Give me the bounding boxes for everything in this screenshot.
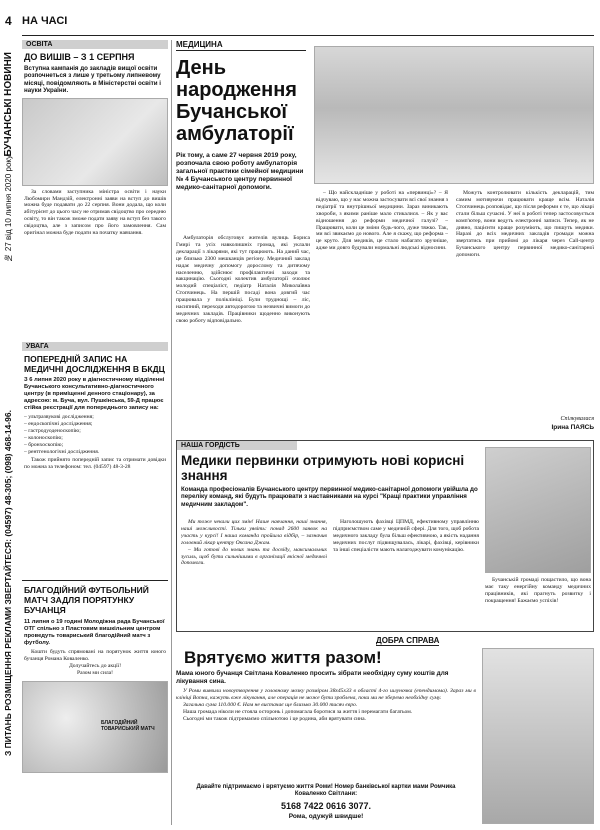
- medicine-lead: Рік тому, а саме 27 червня 2019 року, розпочала свою роботу амбулаторія загальної практики сімейної медицини № 4 Бучанського центру первинної медико-санітарної допомоги.: [176, 152, 304, 191]
- help-body3: Сьогодні ми також підтримаємо спільнотою і це родина, аби врятувати сина.: [183, 715, 366, 722]
- section-header: НА ЧАСІ: [22, 15, 68, 27]
- medicine-photo: [314, 46, 594, 184]
- uvaga-items: [24, 414, 166, 471]
- osvita-block: [22, 40, 168, 338]
- osvita-body: За словами заступника міністра освіти і науки Любомири Мандзій, електронні заяви на вступ до вишів можна буде подавати до 22 серпня. Вони додала, що коли абітурієнт до цього часу не отримав свідоцтво про середню освіту, то він також зможе подати заяву на вступ без такого свідоцтва, але з записом про його замовлення. Сам оригінал можна буде подати на початку навчання.: [24, 188, 166, 237]
- ad-hotline: З ПИТАНЬ РОЗМІЩЕННЯ РЕКЛАМИ ЗВЕРТАЙТЕСЯ: (04597) 48-305; (098) 468-14-96.: [3, 410, 13, 757]
- column-rule: [171, 40, 172, 825]
- uvaga-title: ПОПЕРЕДНІЙ ЗАПИС НА МЕДИЧНІ ДОСЛІДЖЕННЯ В БКДЦ: [24, 354, 165, 374]
- medicine-title: День народження Бучанської амбулаторії: [176, 57, 297, 145]
- osvita-lead: Вступна кампанія до закладів вищої освіти розпочнеться з лише у третьому липневому місяці, повідомляють в Міністерстві освіти і науки України.: [24, 65, 161, 95]
- issue-date: № 27 від 10 липня 2020 року: [4, 155, 13, 263]
- header-rule: [22, 35, 594, 36]
- medicine-author-label: Спілкувалася: [560, 416, 594, 422]
- help-body: У Роми виявили новоутворення у головному мозку розміром 38x45x33 в області 4-го шлуночка (епендимома). Зараз ми в клініці Вопна, кажуть вже лікування, але операція не може бути зроблена, поки ми не зберемо необхідну суму. Загальна сума 110.000 €. Нам не вистачає ще близько 30.000 тисяч євро. Наша громада ніколи не стояла осторонь і допомагала боротися за життя і перемагати багатьом. Сьогодні ми також підтримаємо спільнотою і це родина, аби врятувати сина.: [176, 688, 476, 722]
- gordist-section: НАША ГОРДІСТЬ: [177, 441, 297, 450]
- football-block: [22, 580, 168, 825]
- gordist-body1: – Ми готові до нових знань та досвіду, максимальних зусиль, щоб бути сильнішими в організації якісної медичної допомоги.: [181, 546, 327, 567]
- osvita-photo: [22, 98, 168, 186]
- osvita-title: ДО ВИШІВ – З 1 СЕРПНЯ: [24, 52, 135, 62]
- help-thanks: Рома, одужуй швидше!: [288, 813, 364, 820]
- medicine-section: МЕДИЦИНА: [176, 40, 306, 51]
- uvaga-section: УВАГА: [22, 342, 168, 351]
- uvaga-item: – рентгенологічні дослідження.: [24, 448, 100, 455]
- uvaga-item: – бронхоскопію;: [24, 441, 64, 448]
- help-card-label: Давайте підтримаємо і врятуємо життя Роми! Номер банківської картки мами Ромчика Коваленко Світлани:: [196, 784, 456, 798]
- help-body2: Наша громада ніколи не стояла осторонь і допомагала боротися за життя і перемагати багатьом.: [183, 708, 413, 715]
- football-call2: Разом ми сила!: [77, 669, 113, 676]
- uvaga-item: – ультразвукові дослідження;: [24, 414, 94, 420]
- football-body: Кошти будуть спрямовані на порятунок життя юного бучанця Романа Коваленко. Долучайтесь до акції! Разом ми сила!: [24, 649, 166, 676]
- medicine-col2: – Що найскладніше у роботі на «первинці»? – Я відчуваю, що у нас можна застосувати всі свої знання з педіатрії та внутрішньої медицини. Зараз виникають хвороби, з якими раніше мало стикалися. – Як у вас відношення до реформи медичної галузі? – Працювати, коли це зміни будь-чого, дуже тяжко. Так, ми всі звикаємо до нового. Але я скажу, що реформа – це круто. Для медиків, це стало набагато зручніше, адже ми довго будували нормальні людські відносини.: [316, 190, 448, 252]
- uvaga-lead: З 6 липня 2020 року в діагностичному відділенні Бучанського консультативно-діагностичного центру (в приміщенні денного стаціонару), за адресою: м. Буча, вул. Пушкінська, 59-Д працює стійка реєстрації для попереднього запису на:: [24, 377, 165, 411]
- football-poster: [22, 681, 168, 773]
- gordist-lead: Команда професіоналів Бучанського центру первинної медико-санітарної допомоги увійшла до переліку команд, які будуть працювати з наставниками на курсі "Кращі практики управління медичним закладом".: [181, 486, 478, 508]
- uvaga-item: – гастродуоденоскопію;: [24, 427, 81, 434]
- gordist-body2: Наголошують фахівці ЦПМД, ефективному управлінню підприємством саме у медичній сфері. Для того, щоб робота медичного закладу була більш ефективною, а якість надання медичних послуг підвищувалась, лікарі, фахівці, керівники та інші спеціалісти мають налагоджувати комунікацію.: [333, 519, 479, 553]
- uvaga-footer: Також прийнято попередній запис та отримати довідки по можна за телефоном: тел. (04597) 48-3-28: [24, 457, 166, 471]
- help-block: [176, 636, 594, 826]
- uvaga-item: – ендоскопічні дослідження;: [24, 420, 93, 427]
- medicine-col1: Амбулаторія обслуговує жителів вулиць Борисa Гмирі та усіх навколишніх громад, які уклали декларації з лікарями, які тут працюють. На даний час, це близько 2300 мешканців регіону. Медичний заклад надає медичну допомогу дорослому та дитячому населенню, здійснює профілактичні заходи та вакцинацію. Сьогодні колектив амбулаторії очолює молодий спеціаліст, педіатр Наталія Миколаївна Стопчинець. На першій посаді вона довгий час працювала у поліклініці. Були труднощі – ліс, насипний, переходи автодорогою та незвичні вимоги до медичних закладів. Працівники щоденно виконують свою роботу відповідально.: [176, 235, 310, 324]
- medicine-col3: Можуть контролювати кількість декларацій, тим самим мотивуючи працювати краще всім. Наталія Стопчинець розповідає, що після реформи є те, що лікарі стали більш сучасні. У неї в роботі тепер застосовується комп'ютер, вони ведуть електронні записи. Тепер, як не дивно, пацієнти краще розуміють, що пишуть медики. Наразі до всіх медичних закладів громади можна звертатись при прийомі до лікаря через Call-центр Бучанського центру первинної медико-санітарної допомоги.: [456, 190, 594, 259]
- gordist-body3: Бучанській громаді пощастило, що вона має таку енергійну команду медичних працівників, які прагнуть розвитку і покращення! Бажаємо успіхів!: [485, 577, 591, 604]
- football-lead: 11 липня о 19 годині Молодіжна рада Бучанської ОТГ спільно з Пластовим вишкільним центром проведуть товариський благодійний матч з футболу.: [24, 619, 165, 646]
- uvaga-item: – колоноскопію;: [24, 434, 63, 441]
- football-call: Долучайтесь до акції!: [68, 662, 122, 669]
- help-title: Врятуємо життя разом!: [184, 648, 382, 667]
- medicine-block: [176, 40, 594, 436]
- help-section: ДОБРА СПРАВА: [376, 636, 440, 645]
- help-card: 5168 7422 0616 3077.: [280, 801, 372, 811]
- gordist-quote: Ми тоже чекали цих змін! Наше навчання, наші знання, наші можливості. Тільки уявіть: понад 2600 заявок на участь у курсі! І наша команда пройшла відбір, – зазначив головний лікар центру Оксана Джам. – Ми готові до нових знань та досвіду, максимальних зусиль, щоб бути сильнішими в організації якісної медичної допомоги.: [181, 519, 327, 567]
- gordist-block: [176, 440, 594, 632]
- vertical-strip: [2, 40, 17, 825]
- page-number: 4: [5, 14, 12, 28]
- osvita-section: ОСВІТА: [22, 40, 168, 49]
- help-sum: Загальна сума 110.000 €. Нам не вистачає ще близько 30.000 тисяч євро.: [183, 701, 358, 708]
- paper-name: БУЧАНСЬКІ НОВИНИ: [3, 52, 14, 157]
- gordist-photo: [485, 447, 591, 573]
- poster-text: БЛАГОДІЙНИЙ ТОВАРИСЬКИЙ МАТЧ: [101, 719, 155, 732]
- help-photo: [482, 648, 594, 824]
- medicine-author: Ірина ПАЯСЬ: [551, 424, 594, 431]
- help-lead: Мама юного бучанця Світлана Коваленко просить зібрати необхідну суму коштів для лікування сина.: [176, 670, 449, 685]
- football-title: БЛАГОДІЙНИЙ ФУТБОЛЬНИЙ МАТЧ ЗАДЛЯ ПОРЯТУНКУ БУЧАНЦЯ: [24, 585, 149, 615]
- uvaga-block: [22, 342, 168, 574]
- gordist-title: Медики первинки отримують нові корисні знання: [181, 453, 465, 483]
